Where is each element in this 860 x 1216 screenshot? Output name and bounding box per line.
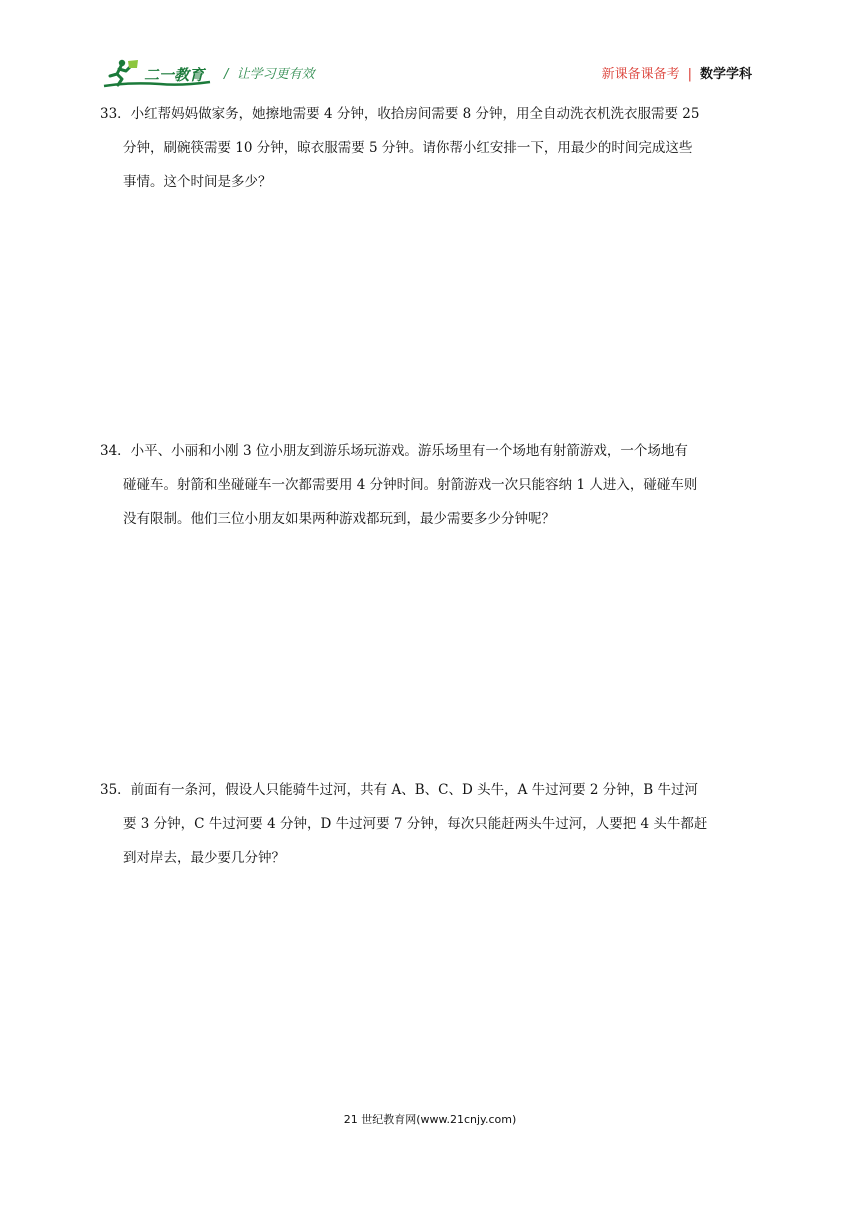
- question-line: 碰碰车。射箭和坐碰碰车一次都需要用 4 分钟时间。射箭游戏一次只能容纳 1 人进入，碰碰车则: [123, 477, 698, 493]
- course-label: 新课备课备考: [601, 67, 680, 82]
- question-line: 分钟，刷碗筷需要 10 分钟，晾衣服需要 5 分钟。请你帮小红安排一下，用最少的时间完成这些: [123, 140, 693, 156]
- subject-label: 数学学科: [699, 67, 752, 82]
- logo-text: 二一教育: [144, 66, 205, 84]
- page-header: [100, 54, 760, 90]
- question-line: 35．前面有一条河，假设人只能骑牛过河，共有 A、B、C、D 头牛，A 牛过河要 2 分钟，B 牛过河: [100, 782, 699, 798]
- question-line: 事情。这个时间是多少？: [123, 174, 272, 190]
- question-34: [100, 434, 760, 536]
- header-right: [602, 63, 752, 82]
- question-line: 要 3 分钟，C 牛过河要 4 分钟，D 牛过河要 7 分钟，每次只能赶两头牛过河，人要把 4 头牛都赶: [123, 816, 708, 832]
- question-33: [100, 97, 760, 199]
- question-line: 没有限制。他们三位小朋友如果两种游戏都玩到，最少需要多少分钟呢？: [123, 511, 555, 527]
- page-footer: 21 世纪教育网(www.21cnjy.com): [343, 1113, 517, 1126]
- header-separator: |: [687, 67, 692, 82]
- question-line: 33．小红帮妈妈做家务，她擦地需要 4 分钟，收拾房间需要 8 分钟，用全自动洗衣机洗衣服需要 25: [100, 106, 700, 122]
- slogan-text: 让学习更有效: [236, 67, 315, 82]
- slogan: / 让学习更有效: [224, 67, 315, 82]
- question-35: [100, 773, 760, 875]
- logo: [100, 56, 215, 90]
- question-line: 到对岸去，最少要几分钟？: [123, 850, 285, 866]
- question-line: 34．小平、小丽和小刚 3 位小朋友到游乐场玩游戏。游乐场里有一个场地有射箭游戏，一个场地有: [100, 443, 688, 459]
